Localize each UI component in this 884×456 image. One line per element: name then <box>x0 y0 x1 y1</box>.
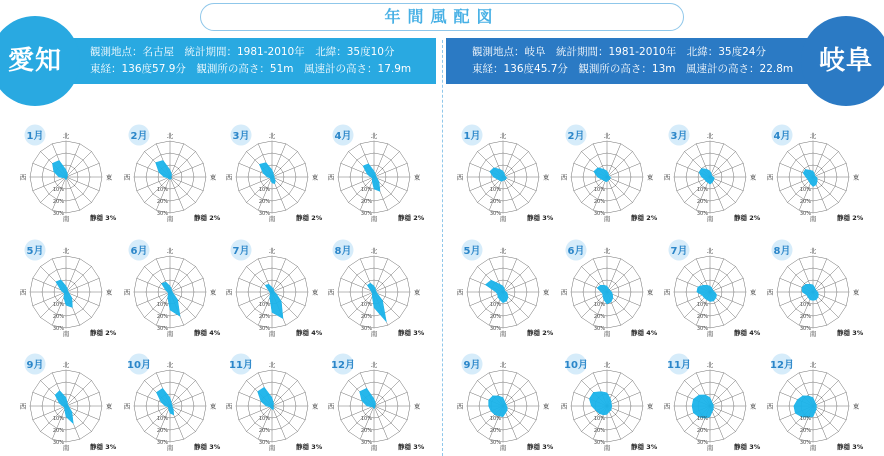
wind-rose-aichi-10 <box>124 354 221 453</box>
compass-east: 東 <box>311 402 319 411</box>
compass-west: 西 <box>560 288 568 297</box>
ring-label: 30% <box>52 211 64 217</box>
ring-label: 10% <box>52 302 64 308</box>
compass-east: 東 <box>749 288 757 297</box>
grid-spoke <box>272 267 298 293</box>
grid-spoke <box>66 177 92 203</box>
ring-label: 20% <box>156 428 168 434</box>
wind-rose-gifu-5 <box>457 240 554 339</box>
grid-spoke <box>813 152 839 178</box>
grid-spoke <box>170 267 196 293</box>
ring-label: 20% <box>593 428 605 434</box>
compass-south: 南 <box>706 330 714 338</box>
ring-label: 10% <box>52 416 64 422</box>
calm-label: 静穏 3% <box>631 443 658 451</box>
wind-rose-gifu-11 <box>664 354 761 453</box>
ring-label: 20% <box>156 199 168 205</box>
compass-south: 南 <box>499 330 507 338</box>
ring-label: 10% <box>593 302 605 308</box>
ring-label: 20% <box>696 314 708 320</box>
compass-west: 西 <box>456 288 464 297</box>
compass-north: 北 <box>603 132 611 140</box>
calm-label: 静穏 2% <box>631 214 658 222</box>
compass-east: 東 <box>413 173 421 182</box>
ring-label: 30% <box>696 440 708 446</box>
compass-west: 西 <box>327 288 335 297</box>
ring-label: 10% <box>489 187 501 193</box>
ring-label: 30% <box>799 440 811 446</box>
rose-data <box>490 168 507 182</box>
ring-label: 10% <box>799 302 811 308</box>
ring-label: 10% <box>696 416 708 422</box>
compass-west: 西 <box>560 402 568 411</box>
month-label: 9月 <box>26 360 44 371</box>
grid-spoke <box>272 152 298 178</box>
wind-rose-gifu-10 <box>561 354 658 453</box>
calm-label: 静穏 3% <box>527 214 554 222</box>
compass-west: 西 <box>123 288 131 297</box>
wind-rose-aichi-8 <box>328 240 425 339</box>
ring-label: 30% <box>258 440 270 446</box>
ring-label: 20% <box>489 199 501 205</box>
grid-spoke <box>710 177 736 203</box>
ring-label: 10% <box>799 187 811 193</box>
ring-label: 10% <box>799 416 811 422</box>
compass-east: 東 <box>646 173 654 182</box>
compass-south: 南 <box>706 444 714 452</box>
compass-north: 北 <box>603 247 611 255</box>
month-label: 6月 <box>130 246 148 257</box>
station-badge-aichi: 愛知 <box>0 16 80 106</box>
grid-spoke <box>813 267 839 293</box>
rose-data <box>699 169 715 185</box>
calm-label: 静穏 4% <box>194 329 221 337</box>
compass-south: 南 <box>166 215 174 223</box>
calm-label: 静穏 2% <box>734 214 761 222</box>
compass-east: 東 <box>646 288 654 297</box>
ring-label: 30% <box>799 211 811 217</box>
wind-rose-aichi-2 <box>124 125 221 224</box>
compass-north: 北 <box>706 361 714 369</box>
month-label: 12月 <box>770 360 794 371</box>
compass-north: 北 <box>166 361 174 369</box>
station-info-line1: 観測地点：岐阜 統計期間：1981-2010年 北緯：35度24分 <box>472 46 766 58</box>
month-label: 3月 <box>670 131 688 142</box>
wind-rose-aichi-9 <box>20 354 117 453</box>
grid-spoke <box>503 177 529 203</box>
compass-north: 北 <box>809 361 817 369</box>
ring-label: 20% <box>799 314 811 320</box>
ring-label: 30% <box>360 440 372 446</box>
ring-label: 20% <box>52 428 64 434</box>
ring-label: 20% <box>593 314 605 320</box>
compass-north: 北 <box>370 132 378 140</box>
ring-label: 20% <box>52 314 64 320</box>
ring-label: 20% <box>696 199 708 205</box>
month-label: 8月 <box>773 246 791 257</box>
compass-south: 南 <box>809 330 817 338</box>
calm-label: 静穏 3% <box>527 443 554 451</box>
wind-rose-gifu-12 <box>767 354 864 453</box>
grid-spoke <box>170 381 196 407</box>
calm-label: 静穏 4% <box>734 329 761 337</box>
compass-south: 南 <box>166 330 174 338</box>
ring-label: 30% <box>360 326 372 332</box>
rose-data <box>802 284 819 300</box>
compass-north: 北 <box>268 132 276 140</box>
wind-rose-aichi-1 <box>20 125 117 224</box>
compass-south: 南 <box>706 215 714 223</box>
compass-north: 北 <box>499 132 507 140</box>
compass-west: 西 <box>123 402 131 411</box>
month-label: 4月 <box>334 131 352 142</box>
ring-label: 10% <box>593 187 605 193</box>
compass-north: 北 <box>268 247 276 255</box>
compass-south: 南 <box>809 215 817 223</box>
compass-east: 東 <box>209 173 217 182</box>
calm-label: 静穏 3% <box>90 214 117 222</box>
compass-south: 南 <box>166 444 174 452</box>
ring-label: 10% <box>696 302 708 308</box>
compass-north: 北 <box>62 132 70 140</box>
ring-label: 30% <box>593 211 605 217</box>
wind-rose-gifu-3 <box>664 125 761 224</box>
ring-label: 10% <box>156 302 168 308</box>
month-label: 10月 <box>127 360 151 371</box>
grid-spoke <box>710 381 736 407</box>
ring-label: 30% <box>156 440 168 446</box>
compass-north: 北 <box>499 247 507 255</box>
compass-east: 東 <box>542 288 550 297</box>
month-label: 2月 <box>130 131 148 142</box>
grid-spoke <box>374 381 400 407</box>
station-badge-gifu: 岐阜 <box>801 16 884 106</box>
month-label: 1月 <box>463 131 481 142</box>
ring-label: 30% <box>696 326 708 332</box>
ring-label: 10% <box>258 187 270 193</box>
calm-label: 静穏 2% <box>194 214 221 222</box>
grid-spoke <box>503 152 529 178</box>
calm-label: 静穏 2% <box>90 329 117 337</box>
compass-west: 西 <box>560 173 568 182</box>
compass-south: 南 <box>809 444 817 452</box>
compass-east: 東 <box>542 173 550 182</box>
calm-label: 静穏 2% <box>837 214 864 222</box>
ring-label: 10% <box>360 302 372 308</box>
wind-rose-gifu-7 <box>664 240 761 339</box>
compass-east: 東 <box>311 173 319 182</box>
compass-south: 南 <box>268 215 276 223</box>
month-label: 7月 <box>670 246 688 257</box>
grid-spoke <box>374 152 400 178</box>
calm-label: 静穏 3% <box>837 443 864 451</box>
grid-spoke <box>374 406 400 432</box>
compass-south: 南 <box>268 444 276 452</box>
ring-label: 10% <box>258 416 270 422</box>
compass-west: 西 <box>327 173 335 182</box>
wind-rose-aichi-6 <box>124 240 221 339</box>
ring-label: 20% <box>360 314 372 320</box>
compass-east: 東 <box>749 402 757 411</box>
grid-spoke <box>272 177 298 203</box>
grid-spoke <box>503 381 529 407</box>
month-label: 11月 <box>229 360 253 371</box>
month-label: 4月 <box>773 131 791 142</box>
calm-label: 静穏 3% <box>837 329 864 337</box>
compass-north: 北 <box>166 132 174 140</box>
compass-north: 北 <box>62 361 70 369</box>
calm-label: 静穏 3% <box>398 329 425 337</box>
compass-north: 北 <box>603 361 611 369</box>
ring-label: 30% <box>258 326 270 332</box>
compass-west: 西 <box>766 288 774 297</box>
compass-north: 北 <box>62 247 70 255</box>
grid-spoke <box>272 406 298 432</box>
compass-north: 北 <box>706 247 714 255</box>
compass-west: 西 <box>456 173 464 182</box>
compass-west: 西 <box>663 173 671 182</box>
ring-label: 20% <box>258 199 270 205</box>
ring-label: 10% <box>696 187 708 193</box>
ring-label: 20% <box>593 199 605 205</box>
calm-label: 静穏 3% <box>90 443 117 451</box>
month-label: 7月 <box>232 246 250 257</box>
grid-spoke <box>813 381 839 407</box>
compass-west: 西 <box>225 173 233 182</box>
month-label: 9月 <box>463 360 481 371</box>
compass-south: 南 <box>603 330 611 338</box>
rose-data <box>594 168 611 182</box>
compass-west: 西 <box>225 402 233 411</box>
ring-label: 20% <box>52 199 64 205</box>
station-info-line2: 東経：136度57.9分 観測所の高さ：51m 風速計の高さ：17.9m <box>90 63 412 75</box>
compass-south: 南 <box>268 330 276 338</box>
compass-east: 東 <box>105 288 113 297</box>
month-label: 1月 <box>26 131 44 142</box>
ring-label: 10% <box>489 302 501 308</box>
compass-east: 東 <box>646 402 654 411</box>
grid-spoke <box>170 152 196 178</box>
compass-east: 東 <box>105 173 113 182</box>
month-label: 3月 <box>232 131 250 142</box>
calm-label: 静穏 4% <box>296 329 323 337</box>
wind-rose-gifu-4 <box>767 125 864 224</box>
calm-label: 静穏 3% <box>194 443 221 451</box>
rose-data <box>485 280 508 303</box>
wind-rose-aichi-5 <box>20 240 117 339</box>
ring-label: 20% <box>799 428 811 434</box>
compass-east: 東 <box>413 288 421 297</box>
month-label: 12月 <box>331 360 355 371</box>
grid-spoke <box>272 381 298 407</box>
rose-data <box>692 395 714 418</box>
compass-south: 南 <box>370 444 378 452</box>
ring-label: 30% <box>52 440 64 446</box>
calm-label: 静穏 2% <box>398 214 425 222</box>
ring-label: 30% <box>360 211 372 217</box>
page-title: 年間風配図 <box>200 3 684 31</box>
compass-east: 東 <box>105 402 113 411</box>
compass-east: 東 <box>852 288 860 297</box>
wind-rose-gifu-6 <box>561 240 658 339</box>
ring-label: 10% <box>156 416 168 422</box>
compass-east: 東 <box>311 288 319 297</box>
compass-west: 西 <box>456 402 464 411</box>
calm-label: 静穏 3% <box>398 443 425 451</box>
grid-spoke <box>813 406 839 432</box>
compass-south: 南 <box>499 444 507 452</box>
rose-data <box>794 396 817 417</box>
compass-north: 北 <box>706 132 714 140</box>
calm-label: 静穏 2% <box>296 214 323 222</box>
compass-west: 西 <box>766 402 774 411</box>
compass-east: 東 <box>852 173 860 182</box>
grid-spoke <box>66 152 92 178</box>
wind-rose-aichi-11 <box>226 354 323 453</box>
rose-data <box>52 160 67 179</box>
grid-spoke <box>66 381 92 407</box>
compass-north: 北 <box>809 132 817 140</box>
compass-south: 南 <box>499 215 507 223</box>
month-label: 5月 <box>463 246 481 257</box>
grid-spoke <box>170 177 196 203</box>
compass-south: 南 <box>603 444 611 452</box>
rose-data <box>589 392 612 415</box>
wind-rose-gifu-2 <box>561 125 658 224</box>
grid-spoke <box>607 152 633 178</box>
compass-south: 南 <box>603 215 611 223</box>
ring-label: 20% <box>360 428 372 434</box>
wind-rose-aichi-12 <box>328 354 425 453</box>
month-label: 2月 <box>567 131 585 142</box>
ring-label: 20% <box>696 428 708 434</box>
compass-north: 北 <box>370 361 378 369</box>
compass-east: 東 <box>749 173 757 182</box>
ring-label: 10% <box>360 416 372 422</box>
ring-label: 20% <box>489 428 501 434</box>
compass-west: 西 <box>225 288 233 297</box>
ring-label: 20% <box>360 199 372 205</box>
compass-south: 南 <box>370 215 378 223</box>
grid-spoke <box>66 267 92 293</box>
month-label: 6月 <box>567 246 585 257</box>
ring-label: 10% <box>258 302 270 308</box>
ring-label: 30% <box>696 211 708 217</box>
ring-label: 30% <box>593 326 605 332</box>
compass-east: 東 <box>209 402 217 411</box>
ring-label: 30% <box>489 326 501 332</box>
compass-north: 北 <box>499 361 507 369</box>
compass-north: 北 <box>809 247 817 255</box>
ring-label: 20% <box>799 199 811 205</box>
wind-rose-aichi-7 <box>226 240 323 339</box>
ring-label: 10% <box>489 416 501 422</box>
calm-label: 静穏 4% <box>631 329 658 337</box>
compass-west: 西 <box>19 173 27 182</box>
wind-rose-gifu-8 <box>767 240 864 339</box>
ring-label: 10% <box>593 416 605 422</box>
station-info-line1: 観測地点：名古屋 統計期間：1981-2010年 北緯：35度10分 <box>90 46 395 58</box>
ring-label: 30% <box>258 211 270 217</box>
grid-spoke <box>710 267 736 293</box>
compass-west: 西 <box>19 402 27 411</box>
ring-label: 30% <box>593 440 605 446</box>
rose-data <box>162 282 181 316</box>
compass-north: 北 <box>268 361 276 369</box>
grid-spoke <box>607 177 633 203</box>
station-info-line2: 東経：136度45.7分 観測所の高さ：13m 風速計の高さ：22.8m <box>472 63 794 75</box>
compass-south: 南 <box>370 330 378 338</box>
ring-label: 10% <box>360 187 372 193</box>
rose-data <box>489 396 508 417</box>
compass-east: 東 <box>852 402 860 411</box>
compass-east: 東 <box>209 288 217 297</box>
wind-rose-aichi-3 <box>226 125 323 224</box>
ring-label: 30% <box>52 326 64 332</box>
wind-rose-gifu-1 <box>457 125 554 224</box>
grid-spoke <box>710 406 736 432</box>
calm-label: 静穏 3% <box>734 443 761 451</box>
ring-label: 20% <box>258 314 270 320</box>
grid-spoke <box>170 406 196 432</box>
compass-west: 西 <box>327 402 335 411</box>
compass-west: 西 <box>766 173 774 182</box>
calm-label: 静穏 3% <box>296 443 323 451</box>
month-label: 11月 <box>667 360 691 371</box>
ring-label: 10% <box>52 187 64 193</box>
compass-east: 東 <box>413 402 421 411</box>
grid-spoke <box>710 152 736 178</box>
ring-label: 30% <box>156 211 168 217</box>
calm-label: 静穏 2% <box>527 329 554 337</box>
ring-label: 30% <box>489 440 501 446</box>
grid-spoke <box>607 267 633 293</box>
grid-spoke <box>374 267 400 293</box>
ring-label: 30% <box>799 326 811 332</box>
ring-label: 20% <box>489 314 501 320</box>
ring-label: 20% <box>156 314 168 320</box>
ring-label: 20% <box>258 428 270 434</box>
compass-north: 北 <box>166 247 174 255</box>
month-label: 10月 <box>564 360 588 371</box>
ring-label: 10% <box>156 187 168 193</box>
compass-west: 西 <box>663 402 671 411</box>
grid-spoke <box>503 267 529 293</box>
month-label: 5月 <box>26 246 44 257</box>
rose-data <box>697 285 717 301</box>
ring-label: 30% <box>156 326 168 332</box>
compass-south: 南 <box>62 215 70 223</box>
compass-west: 西 <box>19 288 27 297</box>
compass-north: 北 <box>370 247 378 255</box>
ring-label: 30% <box>489 211 501 217</box>
wind-rose-aichi-4 <box>328 125 425 224</box>
wind-rose-gifu-9 <box>457 354 554 453</box>
compass-west: 西 <box>663 288 671 297</box>
compass-south: 南 <box>62 330 70 338</box>
month-label: 8月 <box>334 246 352 257</box>
rose-data <box>259 163 275 184</box>
compass-south: 南 <box>62 444 70 452</box>
compass-east: 東 <box>542 402 550 411</box>
compass-west: 西 <box>123 173 131 182</box>
